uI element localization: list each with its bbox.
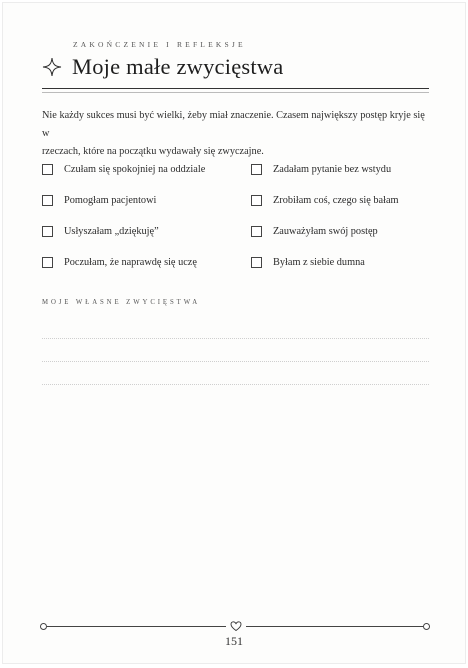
writing-line[interactable]	[42, 361, 429, 362]
page-title: Moje małe zwycięstwa	[72, 54, 284, 79]
heart-icon	[230, 620, 242, 632]
intro-paragraph	[42, 107, 432, 161]
checkbox[interactable]	[42, 226, 53, 237]
checklist-item[interactable]	[42, 191, 251, 210]
workbook-page	[2, 2, 466, 664]
checkbox[interactable]	[42, 164, 53, 175]
checkbox[interactable]	[251, 164, 262, 175]
footer-rule-right	[246, 626, 423, 627]
intro-line: rzeczach, które na początku wydawały się zwyczajne.	[42, 146, 264, 157]
checklist-item[interactable]	[251, 253, 432, 272]
checklist-item-label: Pomogłam pacjentowi	[64, 195, 157, 206]
title-divider	[42, 88, 429, 93]
checklist-item[interactable]	[42, 160, 251, 179]
checklist-item-label: Byłam z siebie dumna	[273, 257, 365, 268]
checklist-item[interactable]	[251, 191, 432, 210]
checklist-item[interactable]	[251, 222, 432, 241]
checklist-item[interactable]	[251, 160, 432, 179]
footer-dot-right	[423, 623, 430, 630]
checklist-item-label: Zrobiłam coś, czego się bałam	[273, 195, 399, 206]
checklist-item-label: Poczułam, że naprawdę się uczę	[64, 257, 197, 268]
checklist-item[interactable]	[42, 253, 251, 272]
footer-dot-left	[40, 623, 47, 630]
writing-line[interactable]	[42, 384, 429, 385]
checkbox[interactable]	[251, 257, 262, 268]
own-wins-label: MOJE WŁASNE ZWYCIĘSTWA	[42, 299, 201, 306]
writing-line[interactable]	[42, 338, 429, 339]
footer-rule-left	[47, 626, 226, 627]
sparkle-icon	[42, 57, 62, 77]
checklist-item-label: Zadałam pytanie bez wstydu	[273, 164, 392, 175]
checklist-item-label: Zauważyłam swój postęp	[273, 226, 378, 237]
victories-checklist	[42, 160, 432, 272]
page-number: 151	[225, 634, 243, 648]
checklist-item[interactable]	[42, 222, 251, 241]
checklist-item-label: Czułam się spokojniej na oddziale	[64, 164, 206, 175]
section-eyebrow: ZAKOŃCZENIE I REFLEKSJE	[73, 40, 246, 49]
checklist-item-label: Usłyszałam „dziękuję”	[64, 226, 159, 237]
checkbox[interactable]	[251, 226, 262, 237]
checkbox[interactable]	[42, 195, 53, 206]
checkbox[interactable]	[42, 257, 53, 268]
intro-line: Nie każdy sukces musi być wielki, żeby miał znaczenie. Czasem największy postęp kryje się w	[42, 110, 425, 139]
title-row	[42, 54, 283, 80]
checkbox[interactable]	[251, 195, 262, 206]
